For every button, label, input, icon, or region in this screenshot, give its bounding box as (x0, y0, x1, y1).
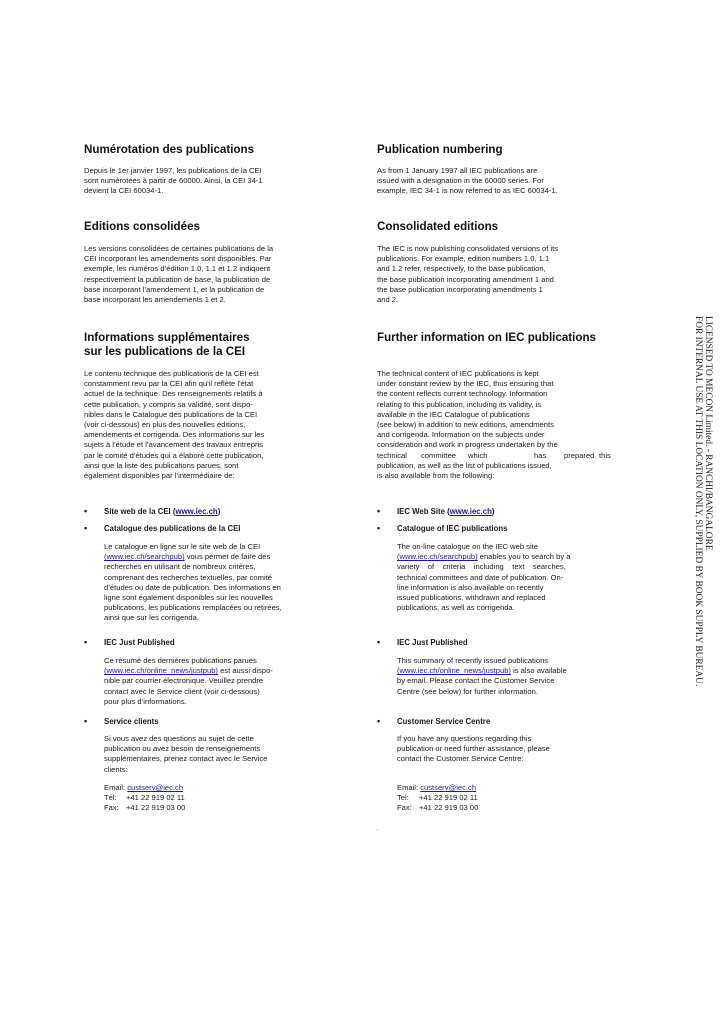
en-catalogue-text (397, 542, 620, 613)
en-justpub-link[interactable]: (www.iec.ch/online_news/justpub) (397, 666, 511, 676)
tel-value: +41 22 919 02 11 (126, 793, 185, 803)
label-text-end: ) (491, 507, 495, 516)
text-line: (voir ci-dessous) en plus des nouvelles éditions, (84, 420, 246, 430)
en-service-text (397, 734, 620, 765)
text-line: Ce résumé des dernières publications parues (104, 656, 257, 665)
text-line: variety of criteria including text searches, (397, 562, 566, 572)
fr-website-label (104, 507, 220, 517)
text-line: recherches en utilisant de nombreux critères, (104, 562, 256, 572)
tel-label: Tel: (397, 793, 409, 803)
text-line: sont numérotées à partir de 60000. Ainsi, la CEI 34-1 (84, 176, 263, 186)
text-line: nible par courrier électronique. Veuillez prendre (104, 676, 264, 686)
fr-further-title (84, 331, 334, 359)
en-just-published-label: IEC Just Published (397, 638, 468, 647)
text-line: nibles dans le Catalogue des publications de la CEI (84, 409, 258, 419)
text-line: consideration and work in progress undertaken by the (377, 440, 558, 450)
text-line: ainsi que la liste des publications parues, sont (84, 460, 239, 470)
email-label: Email: (104, 783, 128, 792)
text-line: issued publications, withdrawn and replaced (397, 593, 546, 603)
en-further-title: Further information on IEC publications (377, 331, 596, 344)
text-line: respectivement la publication de base, la publication de (84, 274, 271, 284)
bullet-icon: • (377, 637, 381, 647)
stray-dot: . (377, 826, 379, 832)
license-line-1: LICENSED TO MECON Limited. - RANCHI/BANGALORE (703, 316, 713, 551)
fr-email-link[interactable]: custserv@iec.ch (127, 783, 184, 792)
text-line: Le catalogue en ligne sur le site web de la CEI (104, 542, 261, 551)
email-line (397, 783, 620, 793)
text-line: publication, as well as the list of publications issued, (377, 460, 552, 470)
text-line: Centre (see below) for further information. (397, 686, 538, 696)
en-just-published-text (397, 656, 620, 697)
text-line: publications. For example, edition numbers 1.0, 1.1 (377, 254, 550, 264)
fax-label: Fax: (104, 803, 119, 813)
text-line: and corrigenda. Information on the subjects under (377, 430, 545, 440)
text-span: enables you to search by a (477, 552, 571, 562)
fax-line (397, 803, 620, 813)
license-line-2: FOR INTERNAL USE AT THIS LOCATION ONLY, SUPPLIED BY BOOK SUPPLY BUREAU. (693, 316, 703, 687)
text-line: available in the IEC Catalogue of publications (377, 409, 530, 419)
en-consolidated-title: Consolidated editions (377, 220, 499, 233)
text-line: by email. Please contact the Customer Service (397, 676, 555, 686)
fr-consolidated-text (84, 244, 334, 305)
text-span: est aussi dispo- (217, 666, 273, 676)
text-line: comprenant des recherches textuelles, par comité (104, 572, 272, 582)
en-numbering-text (377, 166, 620, 197)
word: prepared (564, 450, 595, 460)
email-label: Email: (397, 783, 421, 792)
email-line (104, 783, 334, 793)
tel-line (397, 793, 620, 803)
text-span: is also available (510, 666, 567, 676)
text-line: is also available from the following: (377, 471, 495, 481)
text-line: publication ou avez besoin de renseignements (104, 744, 261, 754)
text-line: constamment revu par la CEI afin qu'il reflète l'état (84, 379, 254, 389)
bullet-icon: • (377, 716, 381, 726)
text-line: issued with a designation in the 60000 series. For (377, 176, 544, 186)
title-line: Informations supplémentaires (84, 331, 250, 344)
en-consolidated-text (377, 244, 620, 305)
text-line: supplémentaires, prenez contact avec le Service (104, 754, 268, 764)
text-line: d’études ou date de publication. Des informations en (104, 582, 281, 592)
text-line: As from 1 January 1997 all IEC publications are (377, 166, 538, 175)
tel-value: +41 22 919 02 11 (419, 793, 478, 803)
text-line: (see below) in addition to new editions, amendments (377, 420, 554, 430)
en-contact-block (397, 783, 620, 814)
text-line: par le comité d’études qui a élaboré cette publication, (84, 450, 264, 460)
text-line: exemple, les numéros d’édition 1.0, 1.1 et 1.2 indiquent (84, 264, 271, 274)
en-email-link[interactable]: custserv@iec.ch (420, 783, 477, 792)
fr-further-text (84, 369, 334, 481)
word: which (468, 450, 488, 460)
word: this (599, 450, 611, 460)
en-searchpub-link[interactable]: (www.iec.ch/searchpub) (397, 552, 478, 562)
fr-justpub-link[interactable]: (www.iec.ch/online_news/justpub) (104, 666, 218, 676)
text-line: relating to this publication, including its validity, is (377, 399, 542, 409)
word: technical (377, 450, 407, 460)
title-line: sur les publications de la CEI (84, 345, 246, 358)
tel-line (104, 793, 334, 803)
text-line: ligne sont également disponibles sur les nouvelles (104, 593, 273, 603)
text-line: technical committees and date of publication. On- (397, 572, 564, 582)
text-line (104, 552, 334, 562)
bullet-icon: • (84, 506, 88, 516)
bullet-icon: • (377, 523, 381, 533)
text-line: and 1.2 refer, respectively, to the base publication, (377, 264, 546, 274)
text-line: également disponibles par l’intermédiaire de: (84, 471, 235, 481)
en-catalogue-label: Catalogue of IEC publications (397, 524, 508, 533)
word: has (534, 450, 547, 460)
text-line (104, 666, 334, 676)
fr-numbering-text (84, 166, 334, 197)
label-text: Site web de la CEI ( (104, 507, 176, 516)
label-text-end: ) (217, 507, 221, 516)
text-line: Le contenu technique des publications de la CEI est (84, 369, 259, 378)
fr-just-published-label: IEC Just Published (104, 638, 175, 647)
text-line-spaced (377, 451, 620, 461)
text-line: line information is also available on recently (397, 582, 544, 592)
fr-consolidated-title: Editions consolidées (84, 220, 200, 233)
text-span: vous permet de faire des (184, 552, 271, 562)
tel-label: Tél: (104, 793, 117, 803)
text-line: cette publication, y compris sa validité, sont dispo- (84, 399, 253, 409)
text-line (397, 666, 620, 676)
fr-numbering-title: Numérotation des publications (84, 143, 255, 156)
text-line: amendements et corrigenda. Des informations sur les (84, 430, 265, 440)
text-line: the base publication incorporating amendment 1 and (377, 274, 554, 284)
bullet-icon: • (377, 506, 381, 516)
fr-searchpub-link[interactable]: (www.iec.ch/searchpub) (104, 552, 185, 562)
fax-label: Fax: (397, 803, 412, 813)
text-line: and 2. (377, 295, 399, 305)
label-text: IEC Web Site ( (397, 507, 450, 516)
license-stamp (693, 316, 726, 716)
text-line: under constant review by the IEC, thus ensuring that (377, 379, 554, 389)
text-line: publications, as well as corrigenda. (397, 603, 515, 613)
text-line: publications, les publications remplacées ou retirées, (104, 603, 282, 613)
fr-contact-block (104, 783, 334, 814)
en-numbering-title: Publication numbering (377, 143, 503, 156)
bullet-icon: • (84, 637, 88, 647)
bullet-icon: • (84, 716, 88, 726)
text-line: sujets à l’étude et l’avancement des travaux entrepris (84, 440, 263, 450)
fr-catalogue-label: Catalogue des publications de la CEI (104, 524, 241, 533)
text-line: the base publication incorporating amendments 1 (377, 284, 543, 294)
text-line: Les versions consolidées de certaines publications de la (84, 244, 274, 253)
fr-service-text (104, 734, 334, 775)
fr-service-label: Service clients (104, 717, 159, 726)
text-line: devient la CEI 60034-1. (84, 186, 164, 196)
text-line: The IEC is now publishing consolidated versions of its (377, 244, 559, 253)
en-website-label (397, 507, 495, 517)
fr-just-published-text (104, 656, 334, 707)
text-line (397, 552, 620, 562)
text-line: clients: (104, 764, 128, 774)
fax-line (104, 803, 334, 813)
text-line: example, IEC 34-1 is now referred to as IEC 60034-1. (377, 186, 558, 196)
text-line: contact avec le Service client (voir ci-dessous) (104, 686, 260, 696)
text-line: Depuis le 1er janvier 1997, les publications de la CEI (84, 166, 262, 175)
en-website-link[interactable]: www.iec.ch (449, 507, 492, 516)
text-line: base incorporant l’amendement 1, et la publication de (84, 284, 265, 294)
en-service-label: Customer Service Centre (397, 717, 491, 726)
text-line: This summary of recently issued publications (397, 656, 549, 665)
fr-website-link[interactable]: www.iec.ch (175, 507, 218, 516)
text-line: contact the Customer Service Centre: (397, 754, 524, 764)
text-line: ainsi que sur les corrigenda. (104, 613, 199, 623)
fr-catalogue-text (104, 542, 334, 624)
text-line: The technical content of IEC publications is kept (377, 369, 539, 378)
license-stamp-svg (693, 316, 726, 716)
en-further-text (377, 369, 620, 481)
text-line: Si vous avez des questions au sujet de cette (104, 734, 254, 743)
text-line: actuel de la technique. Des renseignements relatifs à (84, 389, 263, 399)
text-line: pour plus d’informations. (104, 696, 187, 706)
text-line: publication or need further assistance, please (397, 744, 550, 754)
fax-value: +41 22 919 03 00 (126, 803, 186, 813)
text-line: If you have any questions regarding this (397, 734, 532, 743)
fax-value: +41 22 919 03 00 (419, 803, 479, 813)
text-line: base incorporant les amendements 1 et 2. (84, 295, 226, 305)
text-line: The on-line catalogue on the IEC web site (397, 542, 538, 551)
text-line: the content reflects current technology. Information (377, 389, 548, 399)
text-line: CEI incorporant les amendements sont disponibles. Par (84, 254, 272, 264)
bullet-icon: • (84, 523, 88, 533)
word: committee (421, 450, 457, 460)
